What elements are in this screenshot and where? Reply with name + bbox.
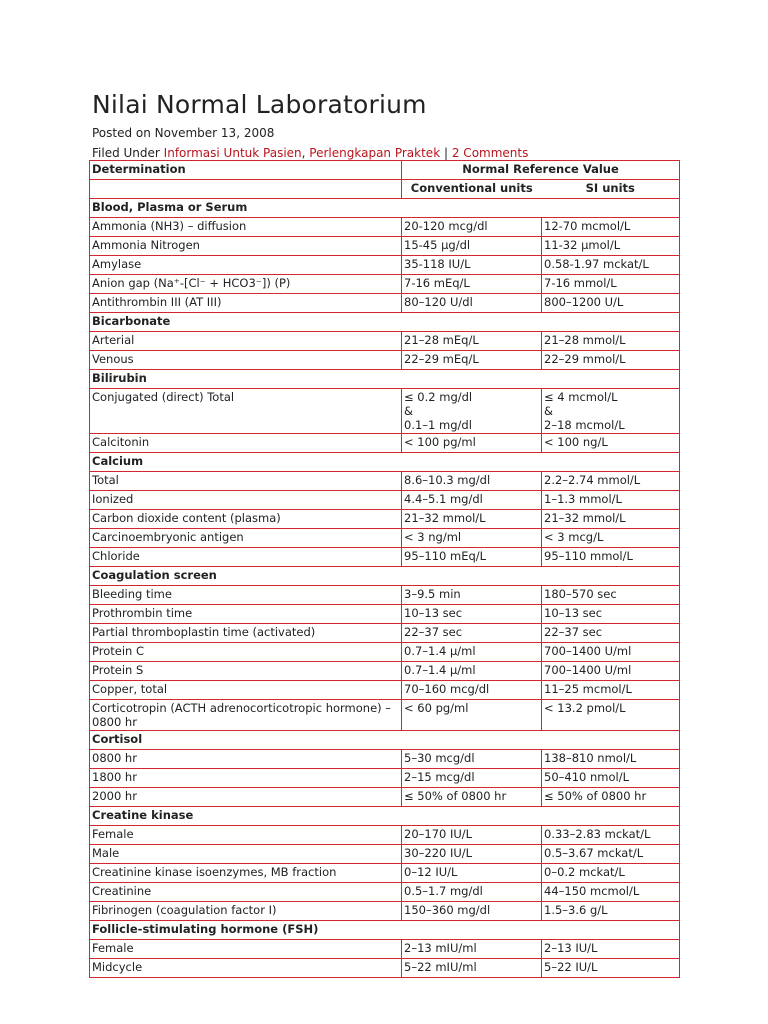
conventional-cell <box>402 294 542 313</box>
table-row <box>90 351 680 370</box>
table-row <box>90 959 680 978</box>
determination-cell: Corticotropin (ACTH adrenocorticotropic hormone) – 0800 hr <box>90 700 402 731</box>
conventional-cell <box>402 959 542 978</box>
determination-cell: Total <box>90 472 402 491</box>
filed-under-label: Filed Under <box>92 146 160 160</box>
filed-under <box>92 146 528 160</box>
conventional-value: 10–13 sec <box>404 606 463 620</box>
comments-link[interactable]: 2 Comments <box>451 146 529 160</box>
si-cell <box>542 940 680 959</box>
table-row <box>90 769 680 788</box>
si-value: 50–410 nmol/L <box>544 770 629 784</box>
conventional-value: 70–160 mcg/dl <box>404 682 490 696</box>
table-row <box>90 864 680 883</box>
separator: , <box>301 146 306 160</box>
si-value: 800–1200 U/L <box>544 295 624 309</box>
section-heading: Calcium <box>90 453 680 472</box>
si-value: 7-16 mmol/L <box>544 276 617 290</box>
table-row <box>90 491 680 510</box>
section-heading: Coagulation screen <box>90 567 680 586</box>
si-value: 22–29 mmol/L <box>544 352 626 366</box>
si-cell <box>542 434 680 453</box>
si-cell <box>542 472 680 491</box>
determination-cell: Prothrombin time <box>90 605 402 624</box>
table-header-row <box>90 161 680 180</box>
si-value: 2–18 mcmol/L <box>544 418 625 432</box>
determination-cell: Carbon dioxide content (plasma) <box>90 510 402 529</box>
conventional-cell <box>402 883 542 902</box>
table-row <box>90 883 680 902</box>
section-heading: Bilirubin <box>90 370 680 389</box>
table-row <box>90 826 680 845</box>
si-cell <box>542 548 680 567</box>
si-value: 21–28 mmol/L <box>544 333 626 347</box>
conventional-value: < 60 pg/ml <box>404 701 469 715</box>
determination-cell: Creatinine <box>90 883 402 902</box>
conventional-value: 30–220 IU/L <box>404 846 473 860</box>
si-cell <box>542 845 680 864</box>
si-cell <box>542 788 680 807</box>
si-cell <box>542 864 680 883</box>
determination-cell: Female <box>90 940 402 959</box>
table-row <box>90 237 680 256</box>
conventional-value: ≤ 0.2 mg/dl <box>404 390 473 404</box>
table-row <box>90 624 680 643</box>
determination-cell: Creatinine kinase isoenzymes, MB fraction <box>90 864 402 883</box>
section-heading: Bicarbonate <box>90 313 680 332</box>
conventional-cell <box>402 472 542 491</box>
conventional-cell <box>402 332 542 351</box>
determination-cell: 0800 hr <box>90 750 402 769</box>
section-row <box>90 567 680 586</box>
conventional-value: 5–30 mcg/dl <box>404 751 475 765</box>
determination-cell: Ammonia (NH3) – diffusion <box>90 218 402 237</box>
conventional-cell <box>402 434 542 453</box>
section-row <box>90 313 680 332</box>
si-value: < 100 ng/L <box>544 435 608 449</box>
conventional-value: 0.1–1 mg/dl <box>404 418 472 432</box>
conventional-cell <box>402 389 542 434</box>
section-row <box>90 807 680 826</box>
section-row <box>90 731 680 750</box>
determination-cell: Calcitonin <box>90 434 402 453</box>
si-value: 700–1400 U/ml <box>544 663 632 677</box>
conventional-cell <box>402 788 542 807</box>
si-cell <box>542 351 680 370</box>
table-row <box>90 750 680 769</box>
si-cell <box>542 256 680 275</box>
section-heading: Follicle-stimulating hormone (FSH) <box>90 921 680 940</box>
si-value: 0.58-1.97 mckat/L <box>544 257 649 271</box>
si-value: 12-70 mcmol/L <box>544 219 631 233</box>
conventional-cell <box>402 491 542 510</box>
si-value: ≤ 50% of 0800 hr <box>544 789 647 803</box>
determination-cell: Ionized <box>90 491 402 510</box>
conventional-cell <box>402 548 542 567</box>
conventional-value: < 100 pg/ml <box>404 435 476 449</box>
table-row <box>90 788 680 807</box>
si-value: 5–22 IU/L <box>544 960 598 974</box>
si-value: 180–570 sec <box>544 587 617 601</box>
conventional-cell <box>402 237 542 256</box>
si-value: 95–110 mmol/L <box>544 549 633 563</box>
determination-cell: Bleeding time <box>90 586 402 605</box>
si-cell <box>542 750 680 769</box>
header-blank <box>90 180 402 199</box>
si-cell <box>542 510 680 529</box>
conventional-cell <box>402 586 542 605</box>
table-row <box>90 275 680 294</box>
si-cell <box>542 389 680 434</box>
table-row <box>90 643 680 662</box>
conventional-cell <box>402 624 542 643</box>
si-value: 22–37 sec <box>544 625 603 639</box>
si-cell <box>542 959 680 978</box>
lab-values-table <box>89 160 680 978</box>
conventional-cell <box>402 605 542 624</box>
section-row <box>90 921 680 940</box>
table-subheader-row <box>90 180 680 199</box>
si-cell <box>542 624 680 643</box>
si-cell <box>542 294 680 313</box>
determination-cell: Carcinoembryonic antigen <box>90 529 402 548</box>
si-value: < 13.2 pmol/L <box>544 701 626 715</box>
table-row <box>90 510 680 529</box>
si-value: 700–1400 U/ml <box>544 644 632 658</box>
si-cell <box>542 491 680 510</box>
conventional-value: 21–32 mmol/L <box>404 511 486 525</box>
conventional-value: 22–29 mEq/L <box>404 352 479 366</box>
conventional-value: 2–13 mIU/ml <box>404 941 477 955</box>
header-reference: Normal Reference Value <box>402 161 680 180</box>
si-cell <box>542 700 680 731</box>
section-row <box>90 453 680 472</box>
conventional-cell <box>402 902 542 921</box>
table-row <box>90 586 680 605</box>
table-row <box>90 940 680 959</box>
determination-cell: Midcycle <box>90 959 402 978</box>
conventional-value: 0–12 IU/L <box>404 865 458 879</box>
separator: | <box>443 146 449 160</box>
determination-cell: Protein S <box>90 662 402 681</box>
table-row <box>90 472 680 491</box>
determination-cell: Anion gap (Na⁺-[Cl⁻ + HCO3⁻]) (P) <box>90 275 402 294</box>
conventional-value: 80–120 U/dl <box>404 295 473 309</box>
conventional-cell <box>402 750 542 769</box>
conventional-value: 7-16 mEq/L <box>404 276 470 290</box>
table-row <box>90 548 680 567</box>
determination-cell: Amylase <box>90 256 402 275</box>
conventional-value: < 3 ng/ml <box>404 530 462 544</box>
conventional-value: 0.7–1.4 µ/ml <box>404 663 476 677</box>
conventional-cell <box>402 769 542 788</box>
section-heading: Creatine kinase <box>90 807 680 826</box>
conventional-cell <box>402 700 542 731</box>
determination-cell: 2000 hr <box>90 788 402 807</box>
determination-cell: Venous <box>90 351 402 370</box>
determination-cell: Protein C <box>90 643 402 662</box>
table-row <box>90 700 680 731</box>
si-cell <box>542 218 680 237</box>
si-value: 11-32 µmol/L <box>544 238 621 252</box>
si-value: 21–32 mmol/L <box>544 511 626 525</box>
conventional-value: 35-118 IU/L <box>404 257 471 271</box>
si-cell <box>542 605 680 624</box>
conventional-cell <box>402 826 542 845</box>
table-row <box>90 294 680 313</box>
conventional-cell <box>402 218 542 237</box>
section-row <box>90 370 680 389</box>
si-value: ≤ 4 mcmol/L <box>544 390 618 404</box>
header-si: SI units <box>542 180 680 199</box>
conventional-cell <box>402 864 542 883</box>
si-cell <box>542 883 680 902</box>
conventional-value: 3–9.5 min <box>404 587 461 601</box>
lab-values-body <box>90 161 680 978</box>
si-value: 138–810 nmol/L <box>544 751 637 765</box>
conventional-value: 2–15 mcg/dl <box>404 770 475 784</box>
conventional-value: 0.7–1.4 µ/ml <box>404 644 476 658</box>
determination-cell: Fibrinogen (coagulation factor I) <box>90 902 402 921</box>
si-cell <box>542 662 680 681</box>
determination-cell: Antithrombin III (AT III) <box>90 294 402 313</box>
section-row <box>90 199 680 218</box>
table-row <box>90 389 680 434</box>
category-link-informasi[interactable]: Informasi Untuk Pasien <box>163 146 302 160</box>
si-cell <box>542 586 680 605</box>
si-cell <box>542 275 680 294</box>
table-row <box>90 681 680 700</box>
si-value: 10–13 sec <box>544 606 603 620</box>
post-date: Posted on November 13, 2008 <box>92 126 275 140</box>
conventional-cell <box>402 256 542 275</box>
si-value: 2.2–2.74 mmol/L <box>544 473 641 487</box>
si-value: & <box>544 404 553 418</box>
si-value: 1.5–3.6 g/L <box>544 903 608 917</box>
table-row <box>90 529 680 548</box>
si-cell <box>542 237 680 256</box>
header-determination: Determination <box>90 161 402 180</box>
determination-cell: Ammonia Nitrogen <box>90 237 402 256</box>
si-cell <box>542 529 680 548</box>
determination-cell: Conjugated (direct) Total <box>90 389 402 434</box>
conventional-cell <box>402 940 542 959</box>
conventional-value: 20-120 mcg/dl <box>404 219 488 233</box>
si-value: 2–13 IU/L <box>544 941 598 955</box>
si-value: 0.33–2.83 mckat/L <box>544 827 651 841</box>
determination-cell: Female <box>90 826 402 845</box>
si-cell <box>542 332 680 351</box>
si-value: 11–25 mcmol/L <box>544 682 632 696</box>
conventional-value: 4.4–5.1 mg/dl <box>404 492 483 506</box>
si-value: 0–0.2 mckat/L <box>544 865 625 879</box>
category-link-perlengkapan[interactable]: Perlengkapan Praktek <box>309 146 441 160</box>
conventional-value: & <box>404 404 413 418</box>
conventional-cell <box>402 845 542 864</box>
si-cell <box>542 681 680 700</box>
si-value: 1–1.3 mmol/L <box>544 492 622 506</box>
table-row <box>90 332 680 351</box>
conventional-cell <box>402 681 542 700</box>
conventional-cell <box>402 351 542 370</box>
conventional-value: 15-45 µg/dl <box>404 238 471 252</box>
conventional-cell <box>402 275 542 294</box>
conventional-value: 20–170 IU/L <box>404 827 473 841</box>
determination-cell: Copper, total <box>90 681 402 700</box>
table-row <box>90 662 680 681</box>
si-value: < 3 mcg/L <box>544 530 604 544</box>
determination-cell: Male <box>90 845 402 864</box>
conventional-cell <box>402 529 542 548</box>
section-heading: Blood, Plasma or Serum <box>90 199 680 218</box>
determination-cell: 1800 hr <box>90 769 402 788</box>
conventional-value: 150–360 mg/dl <box>404 903 491 917</box>
conventional-value: 5–22 mIU/ml <box>404 960 477 974</box>
determination-cell: Arterial <box>90 332 402 351</box>
conventional-cell <box>402 510 542 529</box>
conventional-value: ≤ 50% of 0800 hr <box>404 789 507 803</box>
determination-cell: Partial thromboplastin time (activated) <box>90 624 402 643</box>
page-title: Nilai Normal Laboratorium <box>92 90 427 119</box>
conventional-cell <box>402 643 542 662</box>
si-value: 0.5–3.67 mckat/L <box>544 846 644 860</box>
conventional-value: 95–110 mEq/L <box>404 549 487 563</box>
conventional-value: 21–28 mEq/L <box>404 333 479 347</box>
table-row <box>90 902 680 921</box>
table-row <box>90 845 680 864</box>
table-row <box>90 434 680 453</box>
table-row <box>90 605 680 624</box>
conventional-value: 22–37 sec <box>404 625 463 639</box>
si-value: 44–150 mcmol/L <box>544 884 640 898</box>
si-cell <box>542 643 680 662</box>
si-cell <box>542 902 680 921</box>
table-row <box>90 218 680 237</box>
conventional-cell <box>402 662 542 681</box>
determination-cell: Chloride <box>90 548 402 567</box>
si-cell <box>542 769 680 788</box>
table-row <box>90 256 680 275</box>
conventional-value: 8.6–10.3 mg/dl <box>404 473 491 487</box>
conventional-value: 0.5–1.7 mg/dl <box>404 884 483 898</box>
section-heading: Cortisol <box>90 731 680 750</box>
header-conventional: Conventional units <box>402 180 542 199</box>
si-cell <box>542 826 680 845</box>
